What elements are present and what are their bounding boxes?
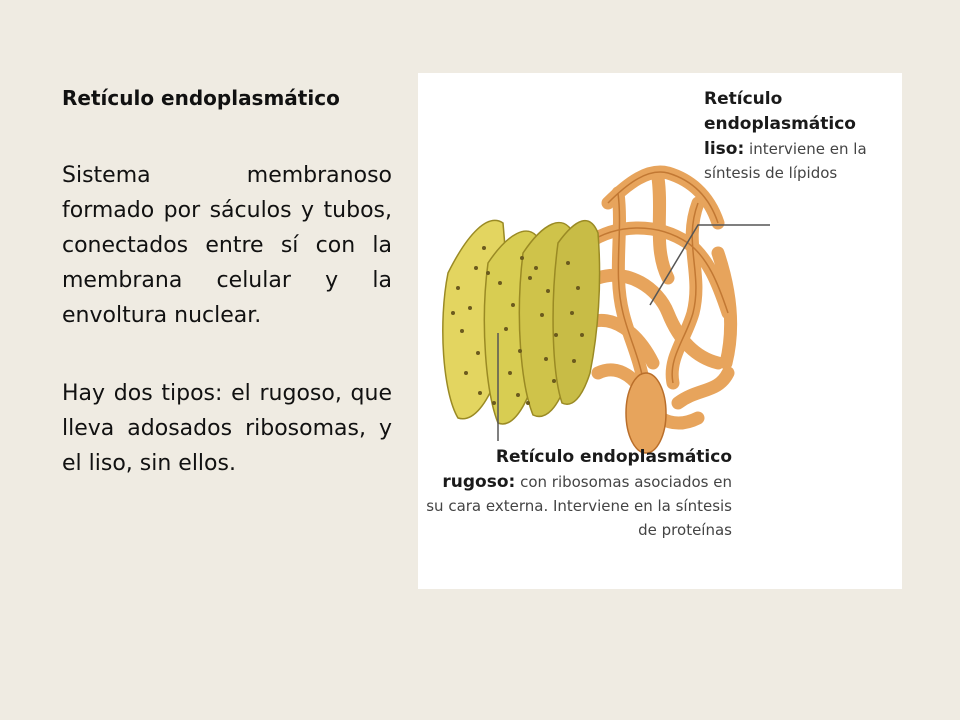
rough-er-subtitle: rugoso: xyxy=(442,472,516,492)
rough-er-caption xyxy=(426,445,732,542)
smooth-er-subtitle: liso: xyxy=(704,139,745,159)
body-paragraph-2: Hay dos tipos: el rugoso, que lleva adosados ribosomas, y el liso, sin ellos. xyxy=(62,381,392,476)
body-paragraph-1: Sistema membranoso formado por sáculos y tubos, conectados entre sí con la membrana celular y la envoltura nuclear. xyxy=(62,163,392,328)
rough-er-stack xyxy=(443,220,600,423)
smooth-er-title: Retículo endoplasmático xyxy=(704,89,856,134)
smooth-er-caption xyxy=(704,87,896,184)
rough-er-title: Retículo endoplasmático xyxy=(495,447,732,467)
rough-er-description: con ribosomas asociados en su cara externa. Interviene en la síntesis de proteínas xyxy=(426,473,732,539)
smooth-er-sac xyxy=(626,373,666,453)
er-illustration xyxy=(418,73,902,589)
slide-title: Retículo endoplasmático xyxy=(62,86,340,110)
smooth-er-description: interviene en la síntesis de lípidos xyxy=(704,140,867,182)
